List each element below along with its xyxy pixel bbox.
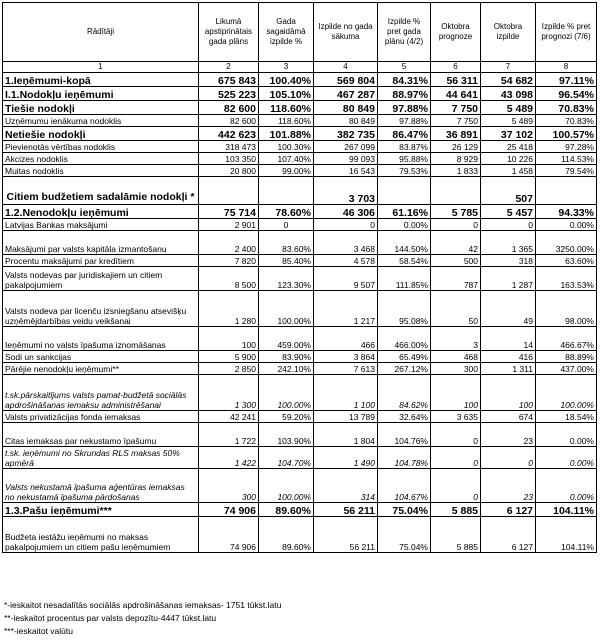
cell-value: 675 843 bbox=[199, 73, 259, 87]
cell-value: 104.78% bbox=[378, 447, 431, 469]
table-row bbox=[3, 87, 597, 101]
cell-value: 267.12% bbox=[378, 363, 431, 375]
cell-value: 6 127 bbox=[481, 517, 536, 553]
cell-value: 2 400 bbox=[199, 231, 259, 255]
cell-value: 0.00% bbox=[536, 469, 597, 503]
cell-value: 2 901 bbox=[199, 219, 259, 231]
cell-value: 97.28% bbox=[536, 141, 597, 153]
table-row bbox=[3, 363, 597, 375]
cell-value: 65.49% bbox=[378, 351, 431, 363]
header-cell: Izpilde no gada sākuma bbox=[314, 3, 378, 62]
cell-value: 3250.00% bbox=[536, 231, 597, 255]
cell-value: 466 bbox=[314, 327, 378, 351]
cell-value: 101.88% bbox=[259, 127, 314, 141]
row-label: Citas iemaksas par nekustamo īpašumu bbox=[3, 423, 199, 447]
row-label: t.sk. ieņēmumi no Skrundas RLS maksas 50% apmērā bbox=[3, 447, 199, 469]
table-row bbox=[3, 153, 597, 165]
table-row bbox=[3, 327, 597, 351]
cell-value: 74 906 bbox=[199, 503, 259, 517]
cell-value: 75.04% bbox=[378, 517, 431, 553]
cell-value: 1 311 bbox=[481, 363, 536, 375]
cell-value: 89.60% bbox=[259, 503, 314, 517]
cell-value: 13 789 bbox=[314, 411, 378, 423]
footnote: *-ieskaitot nesadalītās sociālās apdrošināšanas iemaksas- 1751 tūkst.latu bbox=[4, 600, 282, 610]
cell-value: 118.60% bbox=[259, 101, 314, 115]
table-row bbox=[3, 291, 597, 327]
row-label: 1.3.Pašu ieņēmumi*** bbox=[3, 503, 199, 517]
cell-value: 42 241 bbox=[199, 411, 259, 423]
cell-value: 18.54% bbox=[536, 411, 597, 423]
table-row bbox=[3, 115, 597, 127]
cell-value: 7 750 bbox=[431, 115, 481, 127]
cell-value: 100.00% bbox=[259, 291, 314, 327]
cell-value: 267 099 bbox=[314, 141, 378, 153]
column-number: 5 bbox=[378, 62, 431, 73]
column-number: 4 bbox=[314, 62, 378, 73]
cell-value: 46 306 bbox=[314, 205, 378, 219]
cell-value: 54 682 bbox=[481, 73, 536, 87]
cell-value: 123.30% bbox=[259, 267, 314, 291]
table-row bbox=[3, 219, 597, 231]
cell-value: 104.76% bbox=[378, 423, 431, 447]
cell-value: 468 bbox=[431, 351, 481, 363]
column-number: 1 bbox=[3, 62, 199, 73]
row-label: Valsts nodevas par juridiskajiem un citiem pakalpojumiem bbox=[3, 267, 199, 291]
cell-value: 100.40% bbox=[259, 73, 314, 87]
cell-value: 1 280 bbox=[199, 291, 259, 327]
cell-value: 318 bbox=[481, 255, 536, 267]
header-row bbox=[3, 3, 597, 62]
cell-value: 100.00% bbox=[536, 375, 597, 411]
cell-value bbox=[378, 177, 431, 205]
row-label: Valsts nodeva par licenču izsniegšanu atsevišķu uzņēmējdarbības veidu veikšanai bbox=[3, 291, 199, 327]
row-label: Valsts privatizācijas fonda iemaksas bbox=[3, 411, 199, 423]
row-label: Pievienotās vērtības nodoklis bbox=[3, 141, 199, 153]
table-row bbox=[3, 375, 597, 411]
cell-value: 74 906 bbox=[199, 517, 259, 553]
row-label: Muitas nodoklis bbox=[3, 165, 199, 177]
cell-value: 23 bbox=[481, 469, 536, 503]
cell-value: 300 bbox=[199, 469, 259, 503]
cell-value: 104.70% bbox=[259, 447, 314, 469]
cell-value: 99 093 bbox=[314, 153, 378, 165]
cell-value: 1 422 bbox=[199, 447, 259, 469]
cell-value: 25 418 bbox=[481, 141, 536, 153]
cell-value: 4 578 bbox=[314, 255, 378, 267]
cell-value: 100.57% bbox=[536, 127, 597, 141]
row-label: Latvijas Bankas maksājumi bbox=[3, 219, 199, 231]
cell-value: 105.10% bbox=[259, 87, 314, 101]
cell-value: 0 bbox=[431, 469, 481, 503]
cell-value: 787 bbox=[431, 267, 481, 291]
column-number: 7 bbox=[481, 62, 536, 73]
cell-value bbox=[199, 177, 259, 205]
table-row bbox=[3, 177, 597, 205]
cell-value: 8 500 bbox=[199, 267, 259, 291]
cell-value: 70.83% bbox=[536, 101, 597, 115]
cell-value: 104.11% bbox=[536, 517, 597, 553]
column-number: 2 bbox=[199, 62, 259, 73]
cell-value: 5 885 bbox=[431, 503, 481, 517]
cell-value: 37 102 bbox=[481, 127, 536, 141]
footnote: ***-ieskaitot valūtu bbox=[4, 626, 73, 636]
cell-value: 437.00% bbox=[536, 363, 597, 375]
cell-value: 144.50% bbox=[378, 231, 431, 255]
table-row bbox=[3, 517, 597, 553]
cell-value: 2 850 bbox=[199, 363, 259, 375]
cell-value: 242.10% bbox=[259, 363, 314, 375]
cell-value: 0 bbox=[481, 447, 536, 469]
cell-value: 61.16% bbox=[378, 205, 431, 219]
cell-value: 1 300 bbox=[199, 375, 259, 411]
table-row bbox=[3, 141, 597, 153]
column-number: 3 bbox=[259, 62, 314, 73]
cell-value: 466.67% bbox=[536, 327, 597, 351]
cell-value: 0 bbox=[431, 423, 481, 447]
cell-value: 7 613 bbox=[314, 363, 378, 375]
cell-value: 5 885 bbox=[431, 517, 481, 553]
cell-value: 84.62% bbox=[378, 375, 431, 411]
cell-value: 0 bbox=[314, 219, 378, 231]
table-row bbox=[3, 447, 597, 469]
cell-value: 104.67% bbox=[378, 469, 431, 503]
cell-value: 114.53% bbox=[536, 153, 597, 165]
header-cell: Oktobra prognoze bbox=[431, 3, 481, 62]
cell-value: 99.00% bbox=[259, 165, 314, 177]
cell-value: 467 287 bbox=[314, 87, 378, 101]
cell-value: 95.08% bbox=[378, 291, 431, 327]
cell-value: 44 641 bbox=[431, 87, 481, 101]
row-label: Sodi un sankcijas bbox=[3, 351, 199, 363]
cell-value: 79.53% bbox=[378, 165, 431, 177]
row-label: Budžeta iestāžu ieņēmumi no maksas pakalpojumiem un citiem pašu ieņēmumiem bbox=[3, 517, 199, 553]
cell-value: 300 bbox=[431, 363, 481, 375]
cell-value: 100.30% bbox=[259, 141, 314, 153]
cell-value: 23 bbox=[481, 423, 536, 447]
cell-value: 98.00% bbox=[536, 291, 597, 327]
cell-value: 83.90% bbox=[259, 351, 314, 363]
cell-value: 507 bbox=[481, 177, 536, 205]
table-row bbox=[3, 411, 597, 423]
row-label: Tiešie nodokļi bbox=[3, 101, 199, 115]
cell-value: 0.00% bbox=[536, 423, 597, 447]
table-row bbox=[3, 267, 597, 291]
cell-value: 50 bbox=[431, 291, 481, 327]
table-row bbox=[3, 101, 597, 115]
cell-value: 1 100 bbox=[314, 375, 378, 411]
cell-value: 0.00% bbox=[378, 219, 431, 231]
table-row bbox=[3, 127, 597, 141]
cell-value: 3 635 bbox=[431, 411, 481, 423]
table-row bbox=[3, 503, 597, 517]
cell-value: 84.31% bbox=[378, 73, 431, 87]
table-row bbox=[3, 423, 597, 447]
row-label: Valsts nekustamā īpašuma aģentūras iemaksas no nekustamā īpašuma pārdošanas bbox=[3, 469, 199, 503]
cell-value: 107.40% bbox=[259, 153, 314, 165]
cell-value: 100.00% bbox=[259, 469, 314, 503]
cell-value: 569 804 bbox=[314, 73, 378, 87]
cell-value: 5 785 bbox=[431, 205, 481, 219]
cell-value: 0 bbox=[481, 219, 536, 231]
row-label: Procentu maksājumi par kredītiem bbox=[3, 255, 199, 267]
cell-value: 318 473 bbox=[199, 141, 259, 153]
table-row bbox=[3, 165, 597, 177]
cell-value bbox=[259, 177, 314, 205]
cell-value: 118.60% bbox=[259, 115, 314, 127]
cell-value: 78.60% bbox=[259, 205, 314, 219]
table-row bbox=[3, 231, 597, 255]
cell-value: 0.00% bbox=[536, 447, 597, 469]
cell-value: 43 098 bbox=[481, 87, 536, 101]
row-label: 1.2.Nenodokļu ieņēmumi bbox=[3, 205, 199, 219]
row-label: 1.Ieņēmumi-kopā bbox=[3, 73, 199, 87]
cell-value: 10 226 bbox=[481, 153, 536, 165]
cell-value: 58.54% bbox=[378, 255, 431, 267]
cell-value bbox=[536, 177, 597, 205]
cell-value: 95.88% bbox=[378, 153, 431, 165]
row-label: I.1.Nodokļu ieņēmumi bbox=[3, 87, 199, 101]
cell-value: 56 211 bbox=[314, 517, 378, 553]
cell-value: 83.60% bbox=[259, 231, 314, 255]
cell-value: 36 891 bbox=[431, 127, 481, 141]
cell-value: 80 849 bbox=[314, 101, 378, 115]
cell-value: 79.54% bbox=[536, 165, 597, 177]
cell-value: 1 365 bbox=[481, 231, 536, 255]
cell-value: 1 722 bbox=[199, 423, 259, 447]
row-label: Akcizes nodoklis bbox=[3, 153, 199, 165]
cell-value: 3 703 bbox=[314, 177, 378, 205]
cell-value: 5 489 bbox=[481, 101, 536, 115]
cell-value: 382 735 bbox=[314, 127, 378, 141]
cell-value: 466.00% bbox=[378, 327, 431, 351]
cell-value: 14 bbox=[481, 327, 536, 351]
column-number: 6 bbox=[431, 62, 481, 73]
row-label: Citiem budžetiem sadalāmie nodokļi * bbox=[3, 177, 199, 205]
footnote: **-ieskaitot procentus par valsts depozītu-4447 tūkst.latu bbox=[4, 613, 217, 623]
cell-value: 314 bbox=[314, 469, 378, 503]
column-number-row bbox=[3, 62, 597, 73]
cell-value: 82 600 bbox=[199, 101, 259, 115]
cell-value: 442 623 bbox=[199, 127, 259, 141]
cell-value: 86.47% bbox=[378, 127, 431, 141]
cell-value: 3 bbox=[431, 327, 481, 351]
cell-value: 5 900 bbox=[199, 351, 259, 363]
header-cell: Izpilde % pret gada plānu (4/2) bbox=[378, 3, 431, 62]
row-label: t.sk.pārskaitījums valsts pamat-budžetā sociālās apdrošināšanas iemaksu administrēšanai bbox=[3, 375, 199, 411]
header-cell: Rādītāji bbox=[3, 3, 199, 62]
cell-value: 100 bbox=[431, 375, 481, 411]
row-label: Netiešie nodokļi bbox=[3, 127, 199, 141]
cell-value: 59.20% bbox=[259, 411, 314, 423]
header-cell: Likumā apstiprinātais gada plāns bbox=[199, 3, 259, 62]
row-label: Pārējie nenodokļu ieņēmumi** bbox=[3, 363, 199, 375]
table-row bbox=[3, 351, 597, 363]
cell-value: 7 820 bbox=[199, 255, 259, 267]
cell-value: 16 543 bbox=[314, 165, 378, 177]
cell-value: 94.33% bbox=[536, 205, 597, 219]
cell-value: 56 211 bbox=[314, 503, 378, 517]
table-row bbox=[3, 255, 597, 267]
cell-value: 75 714 bbox=[199, 205, 259, 219]
cell-value: 1 833 bbox=[431, 165, 481, 177]
cell-value: 5 489 bbox=[481, 115, 536, 127]
cell-value: 9 507 bbox=[314, 267, 378, 291]
cell-value: 3 468 bbox=[314, 231, 378, 255]
cell-value: 0 bbox=[431, 219, 481, 231]
cell-value: 49 bbox=[481, 291, 536, 327]
table-row bbox=[3, 205, 597, 219]
cell-value: 163.53% bbox=[536, 267, 597, 291]
cell-value: 97.11% bbox=[536, 73, 597, 87]
cell-value: 104.11% bbox=[536, 503, 597, 517]
cell-value: 674 bbox=[481, 411, 536, 423]
cell-value: 1 490 bbox=[314, 447, 378, 469]
cell-value: 97.88% bbox=[378, 101, 431, 115]
cell-value: 103.90% bbox=[259, 423, 314, 447]
cell-value: 100 bbox=[481, 375, 536, 411]
column-number: 8 bbox=[536, 62, 597, 73]
cell-value: 100.00% bbox=[259, 375, 314, 411]
cell-value: 3 864 bbox=[314, 351, 378, 363]
cell-value: 0.00% bbox=[536, 219, 597, 231]
header-cell: Gada sagaidāmā izpilde % bbox=[259, 3, 314, 62]
header-cell: Izpilde % pret prognozi (7/6) bbox=[536, 3, 597, 62]
cell-value: 70.83% bbox=[536, 115, 597, 127]
cell-value: 80 849 bbox=[314, 115, 378, 127]
cell-value: 63.60% bbox=[536, 255, 597, 267]
cell-value: 20 800 bbox=[199, 165, 259, 177]
cell-value: 82 600 bbox=[199, 115, 259, 127]
revenue-table bbox=[2, 2, 597, 553]
row-label: Uzņēmumu ienākuma nodoklis bbox=[3, 115, 199, 127]
cell-value: 89.60% bbox=[259, 517, 314, 553]
cell-value: 88.89% bbox=[536, 351, 597, 363]
header-cell: Oktobra izpilde bbox=[481, 3, 536, 62]
cell-value: 0 bbox=[431, 447, 481, 469]
cell-value: 1 287 bbox=[481, 267, 536, 291]
revenue-table-body bbox=[3, 3, 597, 553]
cell-value: 85.40% bbox=[259, 255, 314, 267]
cell-value: 88.97% bbox=[378, 87, 431, 101]
cell-value: 32.64% bbox=[378, 411, 431, 423]
table-row bbox=[3, 73, 597, 87]
cell-value: 56 311 bbox=[431, 73, 481, 87]
cell-value: 8 929 bbox=[431, 153, 481, 165]
cell-value: 1 804 bbox=[314, 423, 378, 447]
cell-value: 26 129 bbox=[431, 141, 481, 153]
cell-value: 416 bbox=[481, 351, 536, 363]
cell-value: 100 bbox=[199, 327, 259, 351]
cell-value: 500 bbox=[431, 255, 481, 267]
row-label: Ieņēmumi no valsts īpašuma iznomāšanas bbox=[3, 327, 199, 351]
cell-value: 111.85% bbox=[378, 267, 431, 291]
cell-value: 6 127 bbox=[481, 503, 536, 517]
cell-value: 103 350 bbox=[199, 153, 259, 165]
cell-value: 1 458 bbox=[481, 165, 536, 177]
cell-value: 525 223 bbox=[199, 87, 259, 101]
cell-value: 42 bbox=[431, 231, 481, 255]
cell-value: 459.00% bbox=[259, 327, 314, 351]
cell-value: 7 750 bbox=[431, 101, 481, 115]
row-label: Maksājumi par valsts kapitāla izmantošanu bbox=[3, 231, 199, 255]
cell-value bbox=[431, 177, 481, 205]
footnotes bbox=[4, 599, 594, 638]
cell-value: 0 bbox=[259, 219, 314, 231]
cell-value: 5 457 bbox=[481, 205, 536, 219]
cell-value: 1 217 bbox=[314, 291, 378, 327]
cell-value: 97.88% bbox=[378, 115, 431, 127]
cell-value: 96.54% bbox=[536, 87, 597, 101]
table-row bbox=[3, 469, 597, 503]
cell-value: 75.04% bbox=[378, 503, 431, 517]
cell-value: 83.87% bbox=[378, 141, 431, 153]
